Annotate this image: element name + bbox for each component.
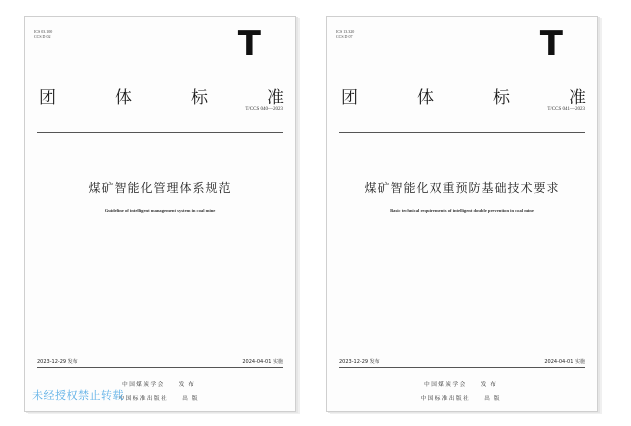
standard-number: T/CCS 041—2023 <box>547 107 585 112</box>
standard-cover-right <box>326 16 598 412</box>
standard-number: T/CCS 040—2023 <box>245 107 283 112</box>
standard-type-heading <box>341 83 587 108</box>
standard-t-logo: T <box>237 24 261 64</box>
issuer-role: 发布 <box>480 382 500 388</box>
issuer-role: 出版 <box>182 396 202 402</box>
header-divider <box>37 132 283 133</box>
footer-divider <box>339 367 585 368</box>
issuer-row <box>424 380 500 388</box>
issuer-name: 中国标准出版社 <box>118 396 169 402</box>
issuer-role: 发布 <box>178 382 198 388</box>
ics-code: ICS 03.100 <box>34 29 53 34</box>
footer-divider <box>37 367 283 368</box>
ccs-code: CCS D 07 <box>336 34 353 39</box>
standard-title-english: Guideline of intelligent management system in coal mine <box>104 208 216 213</box>
date-line <box>339 358 585 365</box>
issuer-role: 出版 <box>484 396 504 402</box>
publish-date: 2023-12-29 发布 <box>37 359 78 365</box>
issuer-row <box>421 394 504 402</box>
issuer-name: 中国煤炭学会 <box>424 382 467 388</box>
heading-char: 体 <box>417 88 435 108</box>
heading-char: 准 <box>267 88 285 108</box>
ics-code: ICS 13.320 <box>336 29 355 34</box>
heading-char: 准 <box>569 88 587 108</box>
heading-char: 团 <box>341 88 359 108</box>
standard-t-logo: T <box>539 24 563 64</box>
heading-char: 团 <box>39 88 57 108</box>
standard-title-chinese: 煤矿智能化管理体系规范 <box>88 181 232 195</box>
date-line <box>37 358 283 365</box>
heading-char: 标 <box>493 88 511 108</box>
standard-title-chinese: 煤矿智能化双重预防基础技术要求 <box>364 181 560 195</box>
heading-char: 标 <box>191 88 209 108</box>
issuer-block <box>327 380 597 402</box>
standard-cover-left <box>24 16 296 412</box>
ccs-code: CCS D 02 <box>34 34 51 39</box>
issuer-row <box>122 380 198 388</box>
effective-date: 2024-04-01 实施 <box>544 359 585 365</box>
effective-date: 2024-04-01 实施 <box>242 359 283 365</box>
standard-title-english: Basic technical requirements of intelligent double prevention in coal mine <box>390 208 534 213</box>
issuer-name: 中国煤炭学会 <box>122 382 165 388</box>
classification-codes <box>336 29 354 39</box>
classification-codes <box>34 29 52 39</box>
publish-date: 2023-12-29 发布 <box>339 359 380 365</box>
standard-type-heading <box>39 83 285 108</box>
header-divider <box>339 132 585 133</box>
copyright-watermark: 未经授权禁止转载 <box>32 389 124 402</box>
heading-char: 体 <box>115 88 133 108</box>
issuer-name: 中国标准出版社 <box>420 396 471 402</box>
issuer-row <box>119 394 202 402</box>
